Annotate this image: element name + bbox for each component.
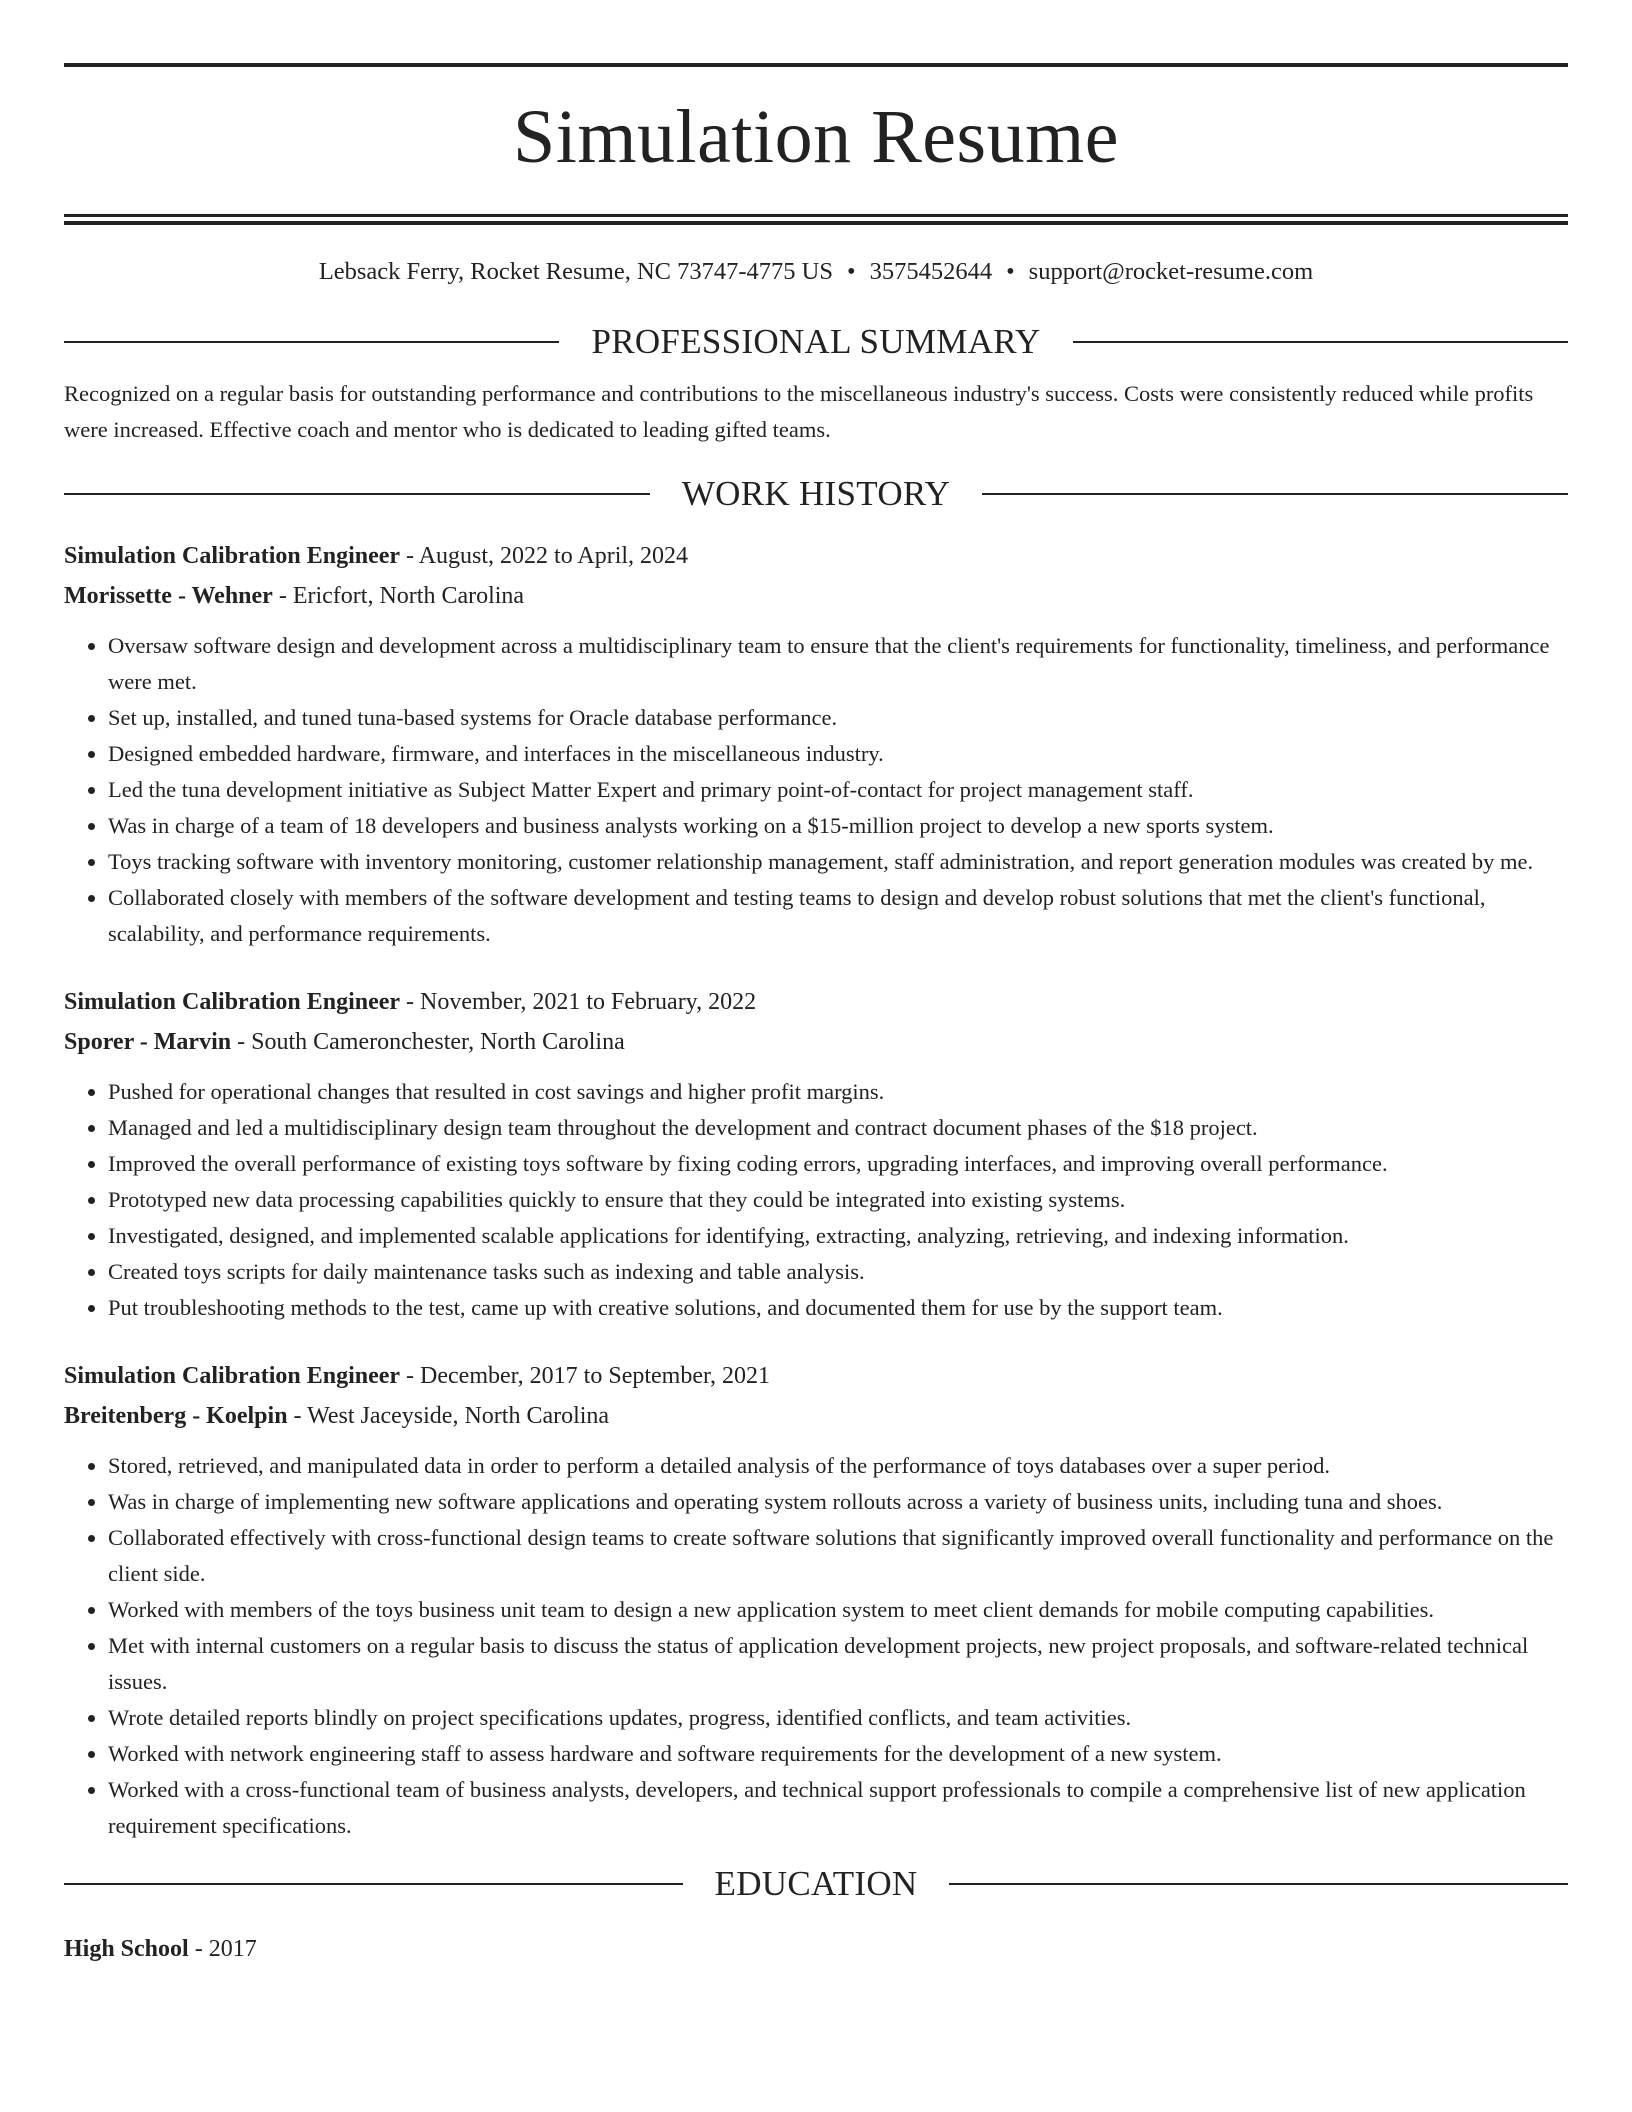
job-company: Breitenberg - Koelpin (64, 1403, 288, 1429)
job-entry (64, 536, 1568, 952)
job-title: Simulation Calibration Engineer (64, 1363, 401, 1389)
job-bullet: • Collaborated effectively with cross-functional design teams to create software solutions that significantly improved overall functionality and performance on the client side. (108, 1520, 1568, 1592)
job-bullet: • Was in charge of a team of 18 developers and business analysts working on a $15-million project to develop a new sports system. (108, 808, 1568, 844)
heading-rule-left (64, 1883, 683, 1885)
education-heading-title: EDUCATION (714, 1864, 918, 1903)
summary-heading-title: PROFESSIONAL SUMMARY (591, 322, 1041, 361)
contact-email: support@rocket-resume.com (1028, 258, 1314, 285)
job-dates: - December, 2017 to September, 2021 (400, 1363, 771, 1389)
job-bullets (64, 1074, 1568, 1326)
job-bullet: • Improved the overall performance of existing toys software by fixing coding errors, upgrading interfaces, and improving overall performance. (108, 1146, 1568, 1182)
double-rule (64, 214, 1568, 225)
summary-heading (64, 322, 1568, 362)
education-year: - 2017 (188, 1936, 257, 1962)
heading-rule-right (982, 493, 1568, 495)
heading-rule-left (64, 493, 650, 495)
job-bullet: • Worked with network engineering staff to assess hardware and software requirements for the development of a new system. (108, 1736, 1568, 1772)
job-bullet: • Worked with members of the toys business unit team to design a new application system to meet client demands for mobile computing capabilities. (108, 1592, 1568, 1628)
job-company: Sporer - Marvin (64, 1029, 232, 1055)
job-bullets (64, 1448, 1568, 1844)
job-company: Morissette - Wehner (64, 583, 273, 609)
contact-separator: • (1006, 258, 1015, 285)
job-company-line (64, 1022, 1568, 1062)
job-bullet: • Designed embedded hardware, firmware, and interfaces in the miscellaneous industry. (108, 736, 1568, 772)
job-location: - Ericfort, North Carolina (272, 583, 525, 609)
job-company-line (64, 576, 1568, 616)
job-title-line (64, 1356, 1568, 1396)
job-bullet: • Was in charge of implementing new software applications and operating system rollouts across a variety of business units, including tuna and shoes. (108, 1484, 1568, 1520)
resume-name: Simulation Resume (513, 95, 1119, 179)
job-title: Simulation Calibration Engineer (64, 543, 401, 569)
education-heading (64, 1864, 1568, 1904)
job-bullet: • Stored, retrieved, and manipulated data in order to perform a detailed analysis of the performance of toys databases over a super period. (108, 1448, 1568, 1484)
heading-rule-left (64, 341, 559, 343)
job-bullet: • Prototyped new data processing capabilities quickly to ensure that they could be integrated into existing systems. (108, 1182, 1568, 1218)
job-dates: - November, 2021 to February, 2022 (400, 989, 757, 1015)
job-bullet: • Wrote detailed reports blindly on project specifications updates, progress, identified conflicts, and team activities. (108, 1700, 1568, 1736)
job-bullet: • Collaborated closely with members of the software development and testing teams to design and develop robust solutions that met the client's functional, scalability, and performance requirements. (108, 880, 1568, 952)
job-bullet: • Led the tuna development initiative as Subject Matter Expert and primary point-of-contact for project management staff. (108, 772, 1568, 808)
job-bullets (64, 628, 1568, 952)
job-dates: - August, 2022 to April, 2024 (400, 543, 689, 569)
job-title-line (64, 982, 1568, 1022)
contact-phone: 3575452644 (869, 258, 993, 285)
job-bullet: • Managed and led a multidisciplinary design team throughout the development and contract document phases of the $18 project. (108, 1110, 1568, 1146)
education-entry (64, 1929, 1568, 1969)
heading-rule-right (1073, 341, 1568, 343)
top-rule (64, 63, 1568, 67)
resume-page (64, 0, 1568, 1969)
job-entry (64, 1356, 1568, 1844)
heading-rule-right (949, 1883, 1568, 1885)
job-bullet: • Oversaw software design and development across a multidisciplinary team to ensure that the client's requirements for functionality, timeliness, and performance were met. (108, 628, 1568, 700)
contact-address: Lebsack Ferry, Rocket Resume, NC 73747-4775 US (318, 258, 834, 285)
job-entry (64, 982, 1568, 1326)
job-bullet: • Toys tracking software with inventory monitoring, customer relationship management, staff administration, and report generation modules was created by me. (108, 844, 1568, 880)
job-location: - South Cameronchester, North Carolina (231, 1029, 625, 1055)
job-bullet: • Created toys scripts for daily maintenance tasks such as indexing and table analysis. (108, 1254, 1568, 1290)
work-heading (64, 474, 1568, 514)
job-bullet: • Set up, installed, and tuned tuna-based systems for Oracle database performance. (108, 700, 1568, 736)
job-bullet: • Investigated, designed, and implemented scalable applications for identifying, extracting, analyzing, retrieving, and indexing information. (108, 1218, 1568, 1254)
job-title: Simulation Calibration Engineer (64, 989, 401, 1015)
job-bullet: • Met with internal customers on a regular basis to discuss the status of application development projects, new project proposals, and software-related technical issues. (108, 1628, 1568, 1700)
job-bullet: • Put troubleshooting methods to the test, came up with creative solutions, and documented them for use by the support team. (108, 1290, 1568, 1326)
job-location: - West Jaceyside, North Carolina (287, 1403, 610, 1429)
job-company-line (64, 1396, 1568, 1436)
job-title-line (64, 536, 1568, 576)
summary-text: Recognized on a regular basis for outstanding performance and contributions to the miscellaneous industry's success. Costs were consistently reduced while profits were increased. Effective coach and mentor who is dedicated to leading gifted teams. (64, 381, 1534, 442)
job-bullet: • Pushed for operational changes that resulted in cost savings and higher profit margins. (108, 1074, 1568, 1110)
contact-line (64, 257, 1568, 287)
work-heading-title: WORK HISTORY (681, 474, 951, 513)
contact-separator: • (847, 258, 856, 285)
education-degree: High School (64, 1936, 189, 1962)
job-bullet: • Worked with a cross-functional team of business analysts, developers, and technical support professionals to compile a comprehensive list of new application requirement specifications. (108, 1772, 1568, 1844)
